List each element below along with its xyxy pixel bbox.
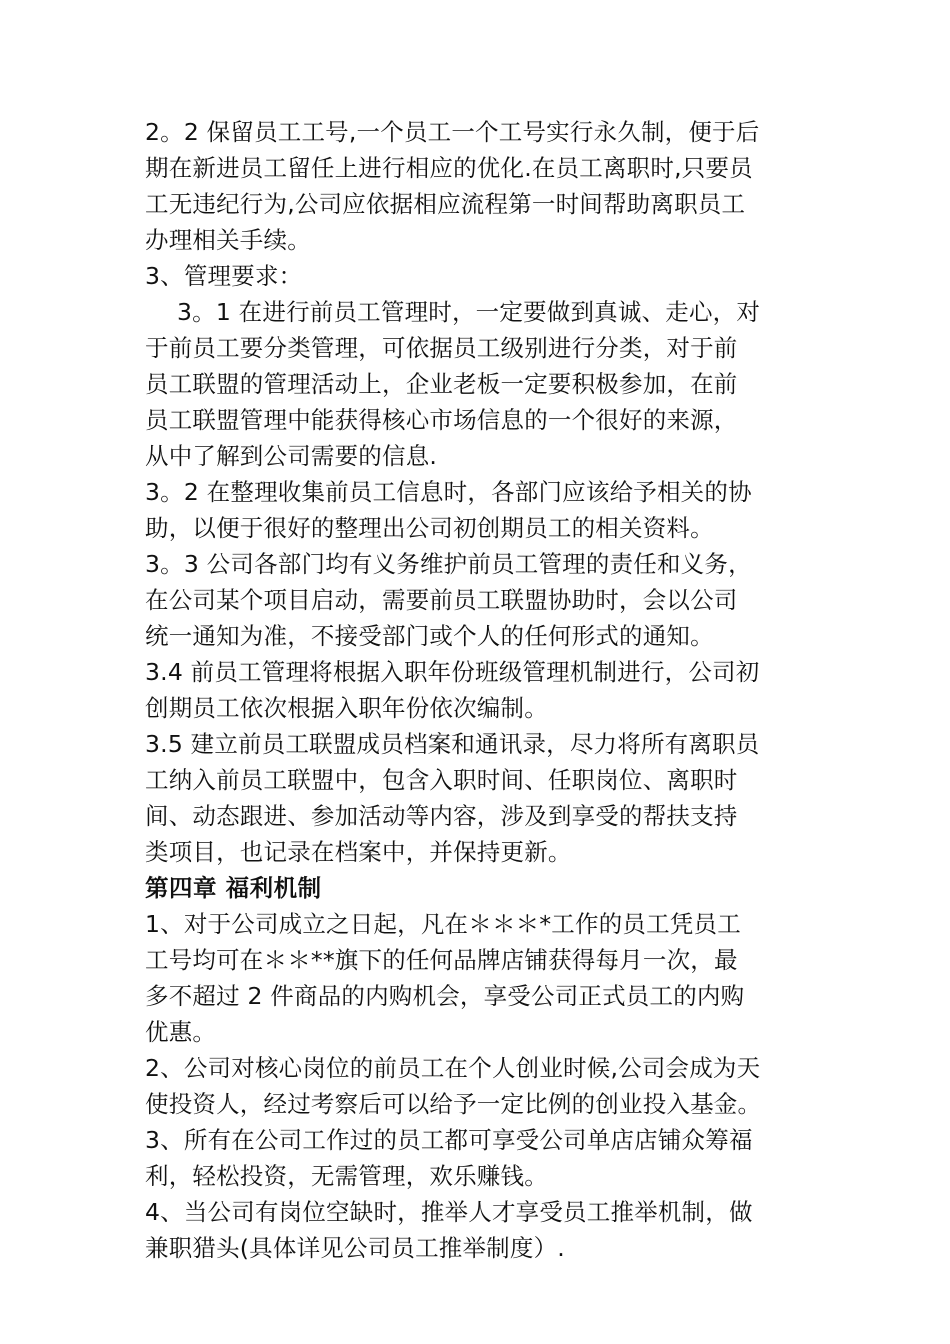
paragraph-line: 统一通知为准，不接受部门或个人的任何形式的通知。 xyxy=(145,622,714,650)
paragraph-line: 创期员工依次根据入职年份依次编制。 xyxy=(145,694,548,722)
chapter-heading: 第四章 福利机制 xyxy=(145,874,322,902)
section-heading: 3、管理要求： xyxy=(145,262,303,290)
paragraph-line: 3。2 在整理收集前员工信息时，各部门应该给予相关的协 xyxy=(145,478,752,506)
paragraph-line: 使投资人，经过考察后可以给予一定比例的创业投入基金。 xyxy=(145,1090,762,1118)
paragraph-line: 多不超过 2 件商品的内购机会，享受公司正式员工的内购 xyxy=(145,982,745,1010)
paragraph-line: 办理相关手续。 xyxy=(145,226,311,254)
paragraph-line: 3、所有在公司工作过的员工都可享受公司单店店铺众筹福 xyxy=(145,1126,753,1154)
paragraph-line: 3。1 在进行前员工管理时，一定要做到真诚、走心，对 xyxy=(177,298,761,326)
paragraph-line: 期在新进员工留任上进行相应的优化.在员工离职时,只要员 xyxy=(145,154,753,182)
paragraph-line: 员工联盟的管理活动上，企业老板一定要积极参加，在前 xyxy=(145,370,738,398)
paragraph-line: 从中了解到公司需要的信息. xyxy=(145,442,438,470)
paragraph-line: 4、当公司有岗位空缺时，推举人才享受员工推举机制，做 xyxy=(145,1198,753,1226)
paragraph-line: 利，轻松投资，无需管理，欢乐赚钱。 xyxy=(145,1162,548,1190)
paragraph-line: 1、对于公司成立之日起，凡在＊＊＊*工作的员工凭员工 xyxy=(145,910,741,938)
paragraph-line: 兼职猎头(具体详见公司员工推举制度）. xyxy=(145,1234,565,1262)
paragraph-line: 工无违纪行为,公司应依据相应流程第一时间帮助离职员工 xyxy=(145,190,746,218)
paragraph-line: 工号均可在＊＊**旗下的任何品牌店铺获得每月一次，最 xyxy=(145,946,738,974)
paragraph-line: 2。2 保留员工工号,一个员工一个工号实行永久制，便于后 xyxy=(145,118,760,146)
paragraph-line: 助，以便于很好的整理出公司初创期员工的相关资料。 xyxy=(145,514,714,542)
paragraph-line: 间、动态跟进、参加活动等内容，涉及到享受的帮扶支持 xyxy=(145,802,738,830)
paragraph-line: 员工联盟管理中能获得核心市场信息的一个很好的来源， xyxy=(145,406,738,434)
paragraph-line: 2、公司对核心岗位的前员工在个人创业时候,公司会成为天 xyxy=(145,1054,761,1082)
paragraph-line: 工纳入前员工联盟中，包含入职时间、任职岗位、离职时 xyxy=(145,766,738,794)
paragraph-line: 3。3 公司各部门均有义务维护前员工管理的责任和义务， xyxy=(145,550,752,578)
paragraph-line: 3.5 建立前员工联盟成员档案和通讯录，尽力将所有离职员 xyxy=(145,730,760,758)
paragraph-line: 于前员工要分类管理，可依据员工级别进行分类，对于前 xyxy=(145,334,738,362)
paragraph-line: 优惠。 xyxy=(145,1018,217,1046)
paragraph-line: 类项目，也记录在档案中，并保持更新。 xyxy=(145,838,572,866)
paragraph-line: 在公司某个项目启动，需要前员工联盟协助时，会以公司 xyxy=(145,586,738,614)
paragraph-line: 3.4 前员工管理将根据入职年份班级管理机制进行，公司初 xyxy=(145,658,760,686)
